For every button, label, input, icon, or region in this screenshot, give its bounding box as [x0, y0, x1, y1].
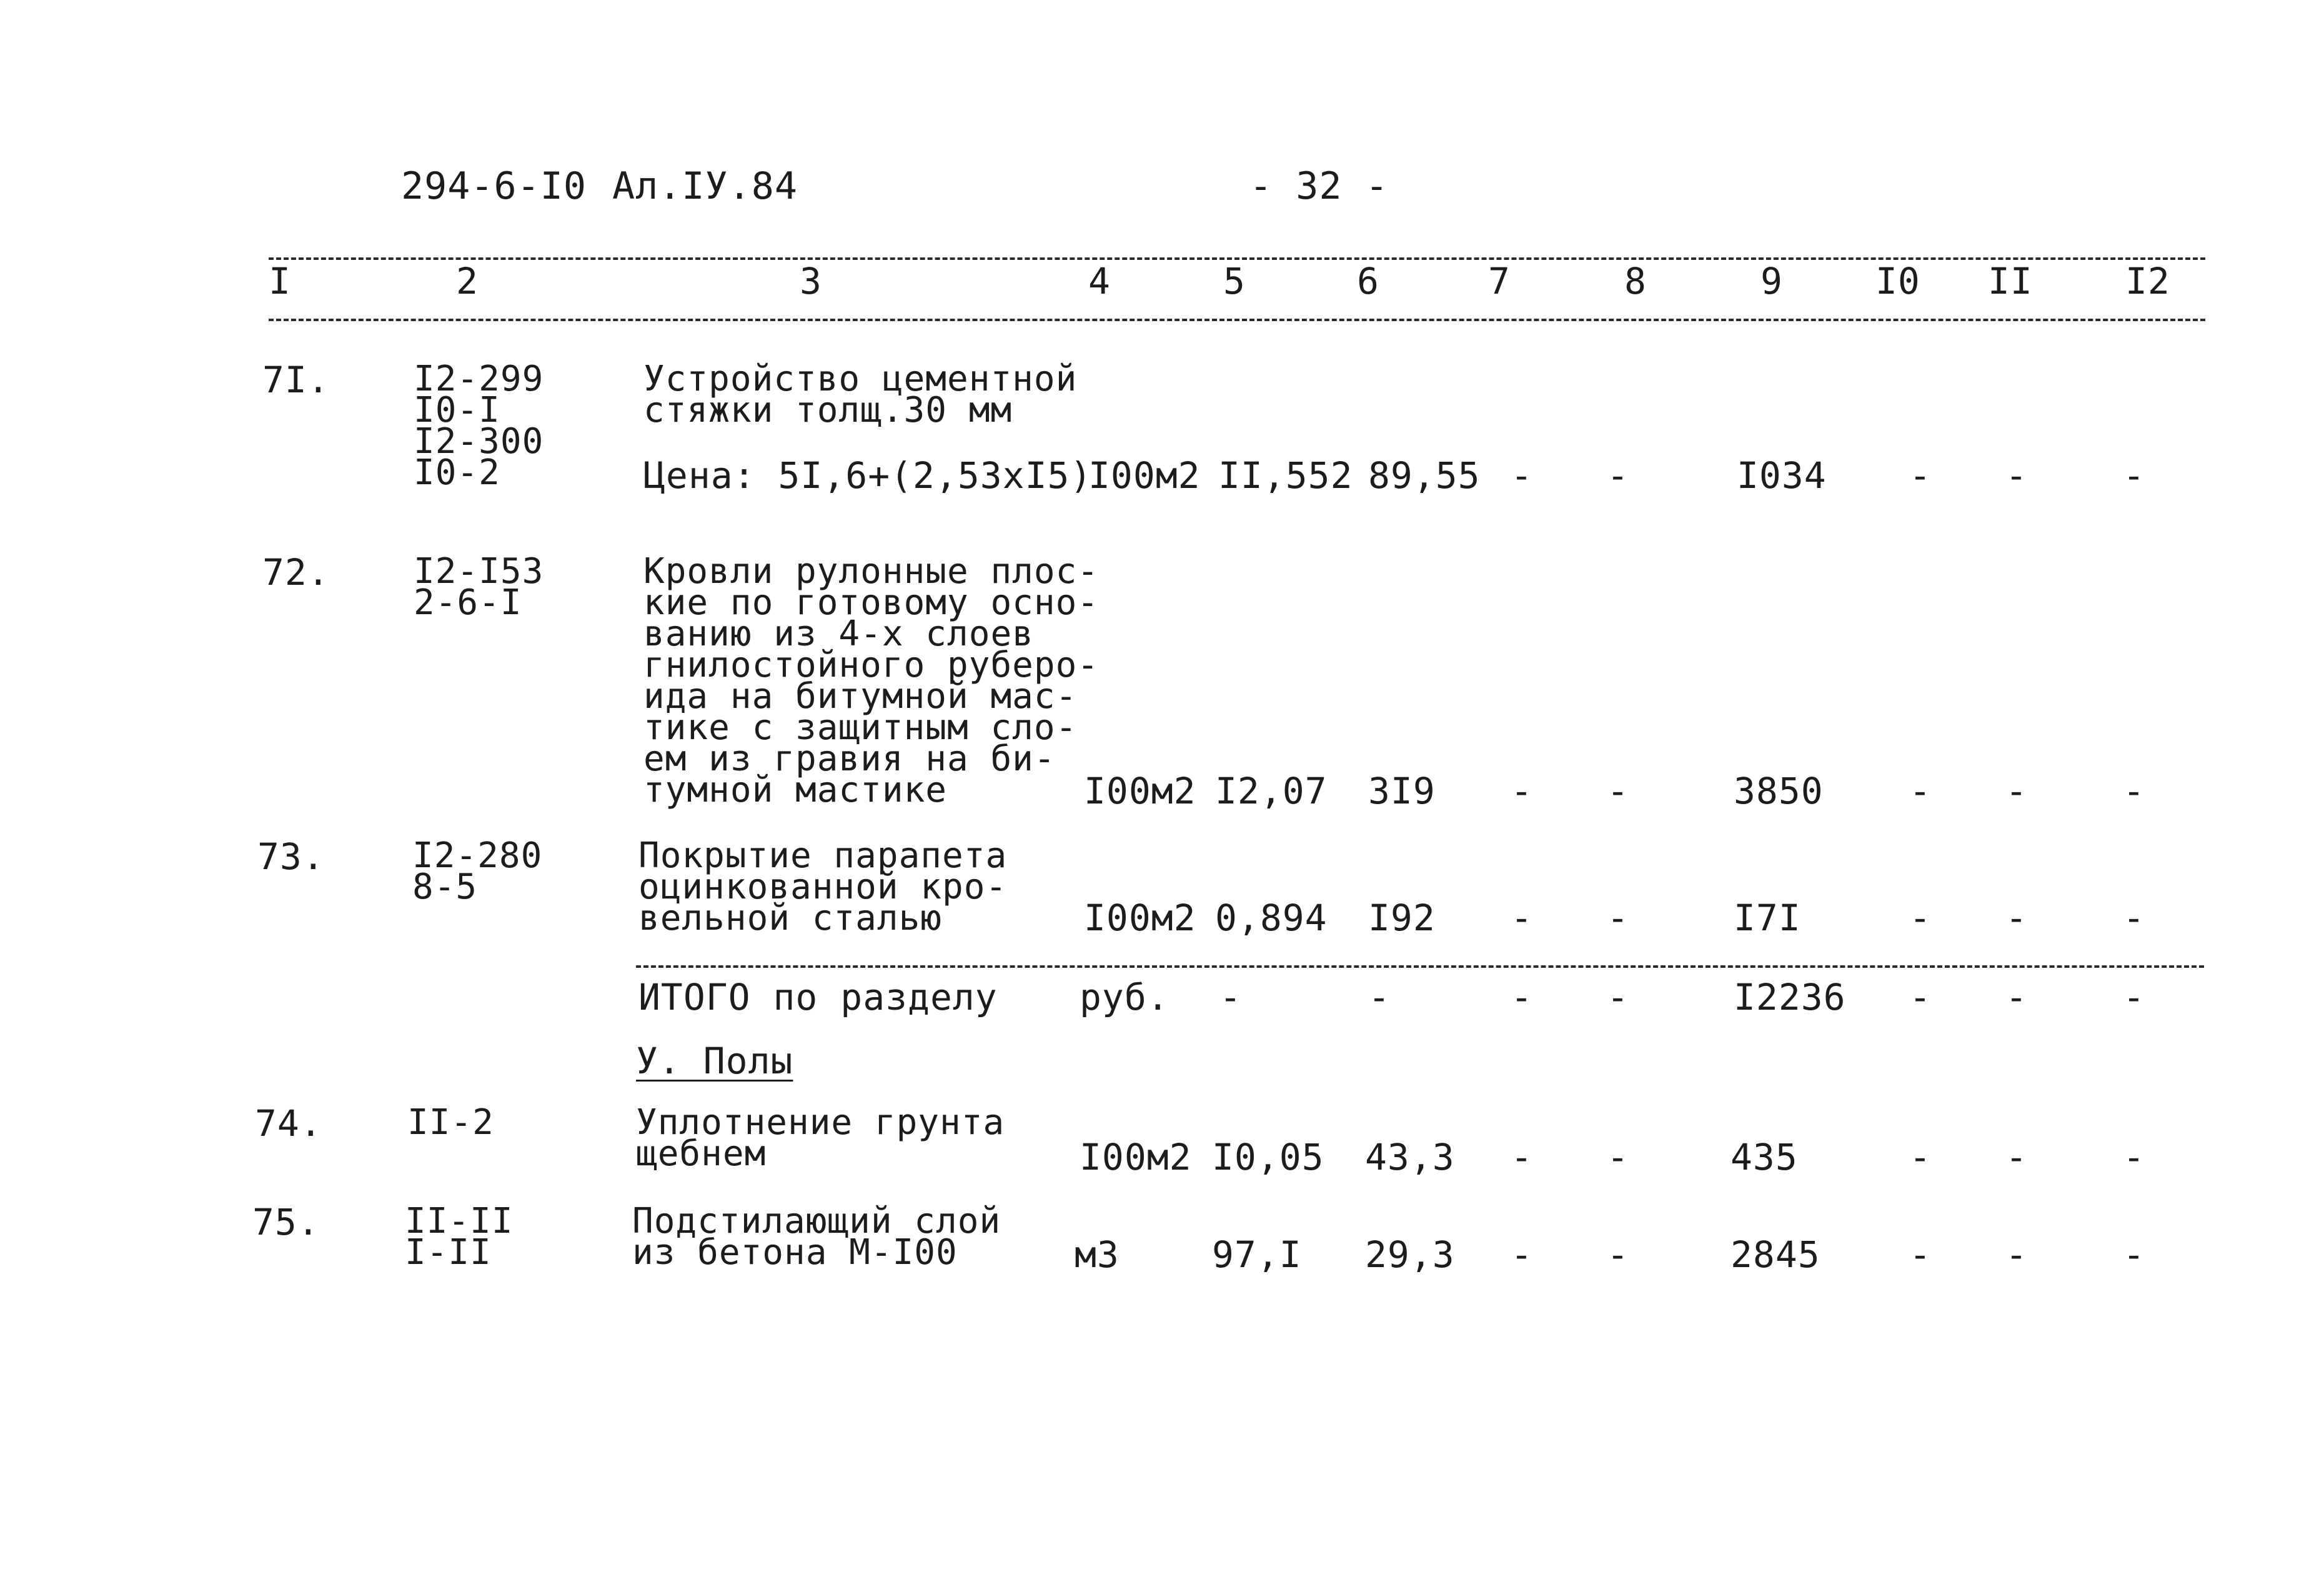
col-header-5: 5 [1223, 260, 1246, 302]
unit: I00м2 [1084, 770, 1196, 812]
unit-price: I92 [1368, 897, 1436, 939]
col11-value: - [2005, 976, 2028, 1018]
col10-value: - [1909, 1136, 1932, 1178]
col10-value: - [1909, 976, 1932, 1018]
quantity: - [1219, 976, 1242, 1018]
col12-value: - [2123, 770, 2145, 812]
price-formula: Цена: 5I,6+(2,53xI5) [643, 454, 1093, 497]
col-header-9: 9 [1760, 260, 1783, 302]
row-number: 7I. [262, 359, 330, 401]
quantity: 97,I [1212, 1233, 1302, 1276]
unit-price: 29,3 [1365, 1233, 1455, 1276]
quantity: I2,07 [1215, 770, 1328, 812]
norm-codes: I2-280 8-5 [412, 835, 543, 907]
page-number: - 32 - [1249, 164, 1389, 208]
col11-value: - [2005, 1233, 2028, 1276]
col10-value: - [1909, 770, 1932, 812]
col11-value: - [2005, 454, 2028, 497]
subtotal-label: ИТОГО по разделу [638, 976, 998, 1018]
work-description: Уплотнение грунта щебнем [636, 1102, 1005, 1174]
subtotal-rule [636, 965, 2204, 968]
unit-price: 3I9 [1368, 770, 1436, 812]
album-ref: Ал.IУ.84 [612, 164, 798, 208]
col-header-12: I2 [2125, 260, 2170, 302]
work-description: Подстилающий слой из бетона М-I00 [632, 1201, 1001, 1273]
col-header-1: I [269, 260, 291, 302]
col-header-7: 7 [1488, 260, 1511, 302]
quantity: 0,894 [1215, 897, 1328, 939]
col8-value: - [1607, 454, 1629, 497]
doc-code: 294-6-I0 [401, 164, 587, 208]
col-header-3: 3 [800, 260, 822, 302]
total-cost: 3850 [1734, 770, 1824, 812]
col8-value: - [1607, 1233, 1629, 1276]
work-description: Кровли рулонные плос- кие по готовому осно- ванию из 4-х слоев гнилостойного руберо- ида на битумной мас- тике с защитным сло- ем из гравия на би- тумной мастике [643, 551, 1100, 810]
work-description: Покрытие парапета оцинкованной кро- вельной сталью [638, 835, 1008, 938]
col11-value: - [2005, 897, 2028, 939]
header-rule-bottom [269, 319, 2205, 321]
col-header-4: 4 [1088, 260, 1111, 302]
row-number: 75. [252, 1201, 320, 1243]
col7-value: - [1511, 454, 1533, 497]
section-title: У. Полы [636, 1040, 793, 1082]
col12-value: - [2123, 897, 2145, 939]
total-cost: 2845 [1731, 1233, 1820, 1276]
unit-price: 89,55 [1368, 454, 1481, 497]
col8-value: - [1607, 770, 1629, 812]
quantity: I0,05 [1212, 1136, 1324, 1178]
total-cost: I034 [1737, 454, 1827, 497]
col12-value: - [2123, 976, 2145, 1018]
unit: руб. [1080, 976, 1169, 1018]
col-header-2: 2 [456, 260, 479, 302]
col8-value: - [1607, 976, 1629, 1018]
col7-value: - [1511, 976, 1533, 1018]
col-header-11: II [1988, 260, 2033, 302]
col12-value: - [2123, 1233, 2145, 1276]
col-header-10: I0 [1875, 260, 1920, 302]
col12-value: - [2123, 454, 2145, 497]
total-cost: I7I [1734, 897, 1801, 939]
unit-price: - [1368, 976, 1391, 1018]
total-cost: 435 [1731, 1136, 1798, 1178]
col10-value: - [1909, 897, 1932, 939]
col-header-8: 8 [1624, 260, 1647, 302]
col10-value: - [1909, 1233, 1932, 1276]
col12-value: - [2123, 1136, 2145, 1178]
col7-value: - [1511, 1136, 1533, 1178]
col8-value: - [1607, 1136, 1629, 1178]
row-number: 74. [255, 1102, 322, 1145]
quantity: II,552 [1218, 454, 1353, 497]
total-cost: I2236 [1734, 976, 1846, 1018]
col-header-6: 6 [1357, 260, 1379, 302]
col7-value: - [1511, 1233, 1533, 1276]
col10-value: - [1909, 454, 1932, 497]
norm-codes: I2-299 I0-I I2-300 I0-2 [414, 359, 544, 493]
work-description: Устройство цементной стяжки толщ.30 мм [643, 359, 1078, 430]
unit: м3 [1075, 1233, 1120, 1276]
row-number: 73. [257, 835, 325, 878]
unit: I00м2 [1088, 454, 1201, 497]
col7-value: - [1511, 770, 1533, 812]
unit-price: 43,3 [1365, 1136, 1455, 1178]
unit: I00м2 [1084, 897, 1196, 939]
col7-value: - [1511, 897, 1533, 939]
col11-value: - [2005, 770, 2028, 812]
row-number: 72. [262, 551, 330, 594]
col8-value: - [1607, 897, 1629, 939]
norm-codes: II-II I-II [405, 1201, 514, 1273]
col11-value: - [2005, 1136, 2028, 1178]
unit: I00м2 [1080, 1136, 1192, 1178]
norm-codes: II-2 [407, 1102, 494, 1143]
norm-codes: I2-I53 2-6-I [414, 551, 544, 623]
